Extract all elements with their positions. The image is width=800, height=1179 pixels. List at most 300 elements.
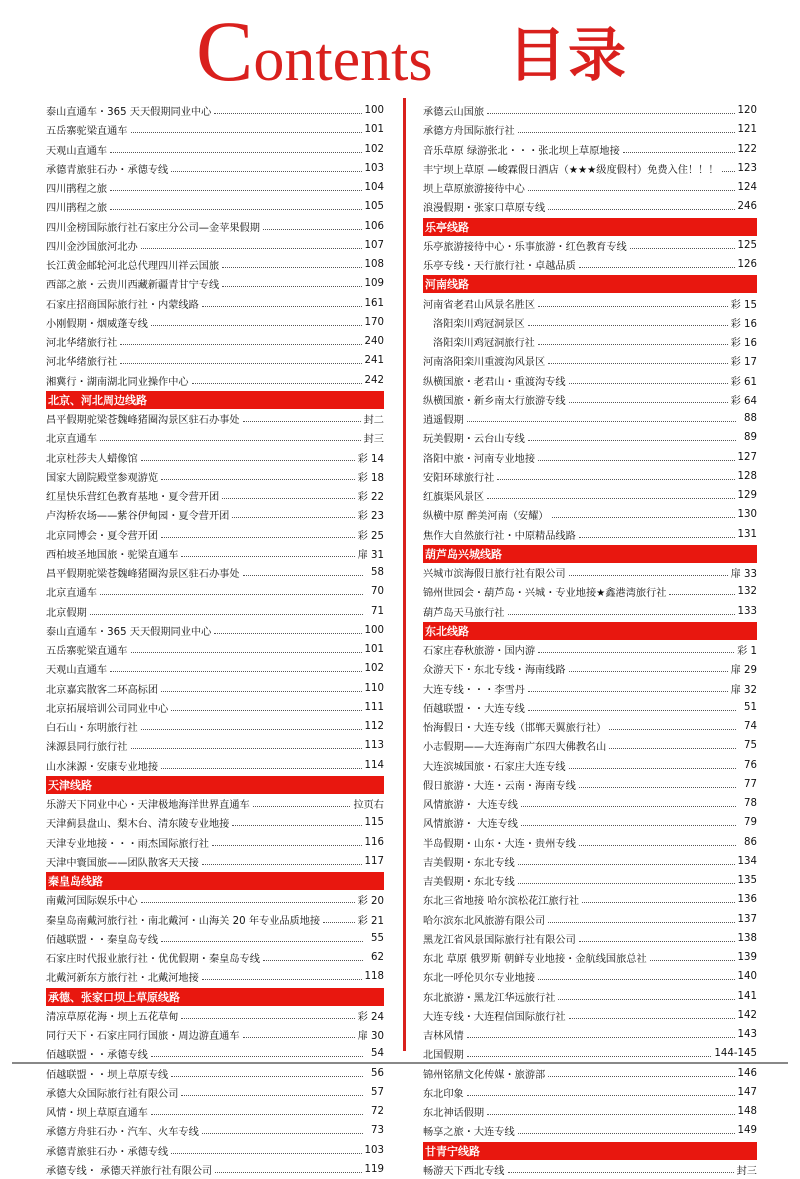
toc-entry-title: 乐亭旅游接待中心・乐事旅游・红色教育专线 bbox=[423, 241, 627, 253]
toc-entry-page: 113 bbox=[364, 740, 384, 752]
toc-entry[interactable] bbox=[423, 178, 757, 197]
toc-entry-title: 天津专业地接・・・雨杰国际旅行社 bbox=[46, 838, 209, 850]
toc-entry[interactable] bbox=[423, 813, 757, 832]
dot-leader bbox=[579, 845, 736, 846]
section-header: 秦皇岛线路 bbox=[46, 872, 384, 890]
toc-entry-page: 128 bbox=[737, 470, 757, 482]
toc-entry[interactable] bbox=[423, 910, 757, 929]
toc-entry[interactable] bbox=[46, 967, 384, 986]
toc-entry[interactable] bbox=[46, 332, 384, 351]
dot-leader bbox=[538, 979, 734, 980]
dot-leader bbox=[497, 479, 734, 480]
dot-leader bbox=[131, 652, 362, 653]
toc-entry-title: 西部之旅・云贵川西藏新疆青甘宁专线 bbox=[46, 280, 220, 292]
toc-entry[interactable] bbox=[423, 794, 757, 813]
toc-entry-page: 170 bbox=[364, 316, 384, 328]
toc-entry-title: 四川金沙国旅河北办 bbox=[46, 241, 138, 253]
toc-entry-title: 天观山直通车 bbox=[46, 665, 108, 677]
toc-entry-page: 彩 22 bbox=[357, 492, 384, 504]
toc-entry[interactable] bbox=[423, 967, 757, 986]
dot-leader bbox=[90, 614, 363, 615]
dot-leader bbox=[243, 575, 363, 576]
toc-entry[interactable] bbox=[46, 505, 384, 524]
toc-entry-page: 62 bbox=[371, 952, 384, 964]
dot-leader bbox=[263, 960, 363, 961]
toc-entry-title: 风情・坝上草原直通车 bbox=[46, 1108, 148, 1120]
toc-entry[interactable] bbox=[46, 255, 384, 274]
toc-entry-page: 扉 31 bbox=[357, 549, 384, 561]
toc-entry-page: 142 bbox=[737, 1009, 757, 1021]
toc-entry-page: 扉 32 bbox=[730, 684, 757, 696]
toc-entry-title: 佰越联盟・・秦皇岛专线 bbox=[46, 934, 159, 946]
toc-entry-page: 109 bbox=[364, 278, 384, 290]
toc-entry[interactable] bbox=[46, 197, 384, 216]
toc-entry[interactable] bbox=[46, 486, 384, 505]
toc-entry[interactable] bbox=[423, 371, 757, 390]
toc-entry-page: 140 bbox=[737, 971, 757, 983]
dot-leader bbox=[100, 440, 361, 441]
toc-entry[interactable] bbox=[46, 929, 384, 948]
toc-entry-page: 彩 21 bbox=[357, 915, 384, 927]
toc-entry[interactable] bbox=[423, 120, 757, 139]
toc-entry[interactable] bbox=[46, 274, 384, 293]
dot-leader bbox=[521, 825, 736, 826]
toc-entry-title: 浪漫假期・张家口草原专线 bbox=[423, 203, 546, 215]
toc-entry-page: 扉 33 bbox=[730, 569, 757, 581]
dot-leader bbox=[630, 248, 735, 249]
dot-leader bbox=[202, 306, 362, 307]
toc-entry[interactable] bbox=[46, 159, 384, 178]
toc-entry-title: 吉美假期・东北专线 bbox=[423, 877, 515, 889]
toc-entry[interactable] bbox=[423, 1006, 757, 1025]
toc-entry[interactable] bbox=[46, 1064, 384, 1083]
toc-entry-title: 承德专线・ 承德天祥旅行社有限公司 bbox=[46, 1165, 213, 1177]
toc-entry-title: 四川金榜国际旅行社石家庄分公司—金苹果假期 bbox=[46, 222, 260, 234]
toc-entry-title: 五岳寨驼梁直通车 bbox=[46, 126, 128, 138]
dot-leader bbox=[569, 575, 728, 576]
toc-entry-page: 136 bbox=[737, 894, 757, 906]
toc-entry[interactable] bbox=[423, 563, 757, 582]
dot-leader bbox=[518, 132, 735, 133]
dot-leader bbox=[579, 787, 736, 788]
dot-leader bbox=[487, 498, 734, 499]
toc-entry[interactable] bbox=[423, 871, 757, 890]
toc-entry-title: 昌平假期驼梁苍魏峰猪圈沟景区驻石办事处 bbox=[46, 415, 240, 427]
toc-entry-page: 122 bbox=[737, 143, 757, 155]
dot-leader bbox=[110, 190, 361, 191]
toc-entry[interactable] bbox=[423, 640, 757, 659]
toc-entry[interactable] bbox=[46, 833, 384, 852]
toc-entry[interactable] bbox=[423, 717, 757, 736]
toc-entry-title: 北京直通车 bbox=[46, 434, 97, 446]
toc-entry[interactable] bbox=[423, 351, 757, 370]
toc-entry-title: 吉美假期・东北专线 bbox=[423, 857, 515, 869]
toc-entry-page: 107 bbox=[364, 239, 384, 251]
toc-entry-page: 246 bbox=[737, 201, 757, 213]
toc-entry-title: 北京假期 bbox=[46, 607, 87, 619]
toc-entry[interactable] bbox=[423, 987, 757, 1006]
toc-entry-page: 70 bbox=[371, 586, 384, 598]
toc-entry[interactable] bbox=[46, 698, 384, 717]
toc-entry[interactable] bbox=[423, 409, 757, 428]
toc-entry-page: 75 bbox=[744, 740, 757, 752]
dot-leader bbox=[579, 537, 735, 538]
toc-entry[interactable] bbox=[423, 1064, 757, 1083]
dot-leader bbox=[569, 402, 728, 403]
toc-entry-title: 泰山直通车・365 天天假期同业中心 bbox=[46, 626, 212, 638]
toc-entry-title: 东北三省地接 哈尔滨松花江旅行社 bbox=[423, 896, 580, 908]
toc-entry[interactable] bbox=[46, 910, 384, 929]
dot-leader bbox=[161, 941, 363, 942]
toc-entry-page: 131 bbox=[737, 528, 757, 540]
toc-entry-page: 112 bbox=[364, 721, 384, 733]
dot-leader bbox=[131, 132, 362, 133]
toc-entry[interactable] bbox=[423, 255, 757, 274]
bottom-rule bbox=[12, 1062, 788, 1064]
toc-entry[interactable] bbox=[423, 236, 757, 255]
toc-entry-title: 黑龙江省风景国际旅行社有限公司 bbox=[423, 934, 576, 946]
dot-leader bbox=[548, 363, 727, 364]
toc-entry[interactable] bbox=[46, 1025, 384, 1044]
toc-entry-page: 封三 bbox=[736, 1165, 757, 1177]
toc-entry-page: 彩 25 bbox=[357, 530, 384, 542]
dot-leader bbox=[528, 325, 728, 326]
toc-entry[interactable] bbox=[423, 332, 757, 351]
dot-leader bbox=[161, 691, 361, 692]
toc-entry[interactable] bbox=[423, 486, 757, 505]
toc-entry[interactable] bbox=[423, 525, 757, 544]
toc-entry[interactable] bbox=[46, 794, 384, 813]
toc-entry[interactable] bbox=[423, 448, 757, 467]
toc-entry-page: 108 bbox=[364, 259, 384, 271]
toc-entry[interactable] bbox=[46, 1102, 384, 1121]
toc-entry[interactable] bbox=[423, 1121, 757, 1140]
toc-entry[interactable] bbox=[423, 679, 757, 698]
toc-right-column bbox=[423, 101, 757, 1179]
toc-entry[interactable] bbox=[46, 371, 384, 390]
toc-entry[interactable] bbox=[46, 1044, 384, 1063]
toc-entry[interactable] bbox=[46, 409, 384, 428]
dot-leader bbox=[151, 325, 362, 326]
toc-entry[interactable] bbox=[423, 159, 757, 178]
toc-entry-page: 101 bbox=[364, 124, 384, 136]
dot-leader bbox=[569, 671, 728, 672]
toc-entry[interactable] bbox=[423, 890, 757, 909]
toc-entry-title: 东北旅游・黑龙江华远旅行社 bbox=[423, 992, 556, 1004]
toc-entry-page: 129 bbox=[737, 490, 757, 502]
toc-entry[interactable] bbox=[423, 1160, 757, 1179]
dot-leader bbox=[323, 922, 354, 923]
dot-leader bbox=[171, 1153, 361, 1154]
dot-leader bbox=[171, 171, 361, 172]
toc-entry-page: 彩 16 bbox=[730, 338, 757, 350]
toc-entry[interactable] bbox=[423, 1044, 757, 1063]
toc-entry[interactable] bbox=[423, 197, 757, 216]
dot-leader bbox=[110, 152, 361, 153]
section-header: 天津线路 bbox=[46, 776, 384, 794]
toc-entry[interactable] bbox=[46, 1006, 384, 1025]
toc-entry-title: 东北一呼伦贝尔专业地接 bbox=[423, 973, 536, 985]
toc-entry-title: 国家大剧院殿堂参观游览 bbox=[46, 472, 159, 484]
toc-entry-page: 147 bbox=[737, 1086, 757, 1098]
toc-entry-title: 焦作大自然旅行社・中原精品线路 bbox=[423, 530, 576, 542]
dot-leader bbox=[110, 671, 361, 672]
toc-entry-page: 57 bbox=[371, 1086, 384, 1098]
toc-entry-title: 南戴河国际娱乐中心 bbox=[46, 896, 138, 908]
dot-leader bbox=[232, 517, 354, 518]
toc-entry[interactable] bbox=[46, 1121, 384, 1140]
toc-entry-page: 封三 bbox=[363, 434, 384, 446]
toc-left-column bbox=[46, 101, 384, 1179]
toc-entry-title: 卢沟桥农场——紫谷伊甸园・夏令营开团 bbox=[46, 511, 230, 523]
toc-entry-title: 畅游天下西北专线 bbox=[423, 1165, 505, 1177]
toc-entry-page: 111 bbox=[364, 701, 384, 713]
toc-entry-title: 四川鹃程之旅 bbox=[46, 203, 108, 215]
toc-entry-page: 114 bbox=[364, 759, 384, 771]
toc-entry[interactable] bbox=[423, 948, 757, 967]
toc-entry-title: 山水涞源・安康专业地接 bbox=[46, 761, 159, 773]
toc-entry-title: 白石山・东明旅行社 bbox=[46, 723, 138, 735]
toc-entry-title: 怡海假日・大连专线（邯郸天翼旅行社） bbox=[423, 723, 607, 735]
toc-entry[interactable] bbox=[423, 833, 757, 852]
toc-entry[interactable] bbox=[423, 505, 757, 524]
toc-entry-page: 139 bbox=[737, 952, 757, 964]
dot-leader bbox=[538, 652, 734, 653]
toc-entry-title: 丰宁坝上草原 —峻霖假日酒店（★★★级度假村）免费入住！！！ bbox=[423, 164, 719, 176]
toc-entry[interactable] bbox=[46, 602, 384, 621]
toc-entry[interactable] bbox=[423, 659, 757, 678]
toc-entry-title: 东北印象 bbox=[423, 1088, 464, 1100]
toc-entry[interactable] bbox=[46, 582, 384, 601]
toc-entry-title: 西柏坡圣地国旅・驼梁直通车 bbox=[46, 549, 179, 561]
toc-entry-page: 148 bbox=[737, 1106, 757, 1118]
toc-entry-title: 半岛假期・山东・大连・贵州专线 bbox=[423, 838, 576, 850]
toc-entry-title: 纵横中原 醉美河南（安耀） bbox=[423, 511, 549, 523]
toc-entry[interactable] bbox=[46, 679, 384, 698]
toc-entry[interactable] bbox=[423, 736, 757, 755]
dot-leader bbox=[528, 691, 728, 692]
toc-entry-title: 承德青旅驻石办・承德专线 bbox=[46, 1146, 169, 1158]
dot-leader bbox=[214, 633, 361, 634]
toc-entry[interactable] bbox=[423, 602, 757, 621]
toc-entry-title: 众游天下・东北专线・海南线路 bbox=[423, 665, 566, 677]
toc-entry-page: 242 bbox=[364, 374, 384, 386]
toc-entry[interactable] bbox=[423, 428, 757, 447]
toc-entry[interactable] bbox=[46, 178, 384, 197]
toc-entry-title: 泰山直通车・365 天天假期同业中心 bbox=[46, 107, 212, 119]
toc-entry[interactable] bbox=[423, 1083, 757, 1102]
dot-leader bbox=[579, 941, 735, 942]
dot-leader bbox=[609, 748, 736, 749]
dot-leader bbox=[467, 1056, 712, 1057]
toc-entry-title: 乐亭专线・天行旅行社・卓越品质 bbox=[423, 261, 576, 273]
dot-leader bbox=[518, 883, 735, 884]
dot-leader bbox=[120, 363, 361, 364]
toc-entry-title: 锦州铭鼎文化传媒・旅游部 bbox=[423, 1069, 546, 1081]
dot-leader bbox=[141, 460, 355, 461]
toc-entry-page: 78 bbox=[744, 798, 757, 810]
toc-entry-page: 彩 24 bbox=[357, 1011, 384, 1023]
dot-leader bbox=[243, 1037, 355, 1038]
toc-entry-title: 承德方舟驻石办・汽车、火车专线 bbox=[46, 1127, 199, 1139]
toc-entry[interactable] bbox=[46, 621, 384, 640]
toc-entry-title: 北京同博会・夏令营开团 bbox=[46, 530, 159, 542]
toc-entry[interactable] bbox=[423, 852, 757, 871]
toc-entry-title: 河南省老君山风景名胜区 bbox=[423, 299, 536, 311]
toc-entry-title: 四川鹃程之旅 bbox=[46, 184, 108, 196]
toc-entry[interactable] bbox=[46, 563, 384, 582]
toc-entry[interactable] bbox=[46, 101, 384, 120]
toc-entry-title: 承德大众国际旅行社有限公司 bbox=[46, 1088, 179, 1100]
toc-entry[interactable] bbox=[423, 1102, 757, 1121]
toc-entry-title: 大连滨城国旅・石家庄大连专线 bbox=[423, 761, 566, 773]
toc-entry[interactable] bbox=[423, 698, 757, 717]
toc-entry[interactable] bbox=[46, 544, 384, 563]
toc-entry[interactable] bbox=[423, 775, 757, 794]
toc-entry[interactable] bbox=[46, 1083, 384, 1102]
toc-entry-page: 79 bbox=[744, 817, 757, 829]
toc-entry-page: 135 bbox=[737, 875, 757, 887]
dot-leader bbox=[181, 1095, 363, 1096]
toc-entry[interactable] bbox=[423, 929, 757, 948]
toc-entry-title: 红旗渠风景区 bbox=[423, 492, 485, 504]
toc-entry-page: 88 bbox=[744, 413, 757, 425]
toc-entry-title: 天津蓟县盘山、梨木台、清东陵专业地接 bbox=[46, 819, 230, 831]
dot-leader bbox=[212, 845, 362, 846]
toc-entry-page: 149 bbox=[737, 1125, 757, 1137]
toc-entry-page: 73 bbox=[371, 1125, 384, 1137]
toc-entry[interactable] bbox=[423, 467, 757, 486]
toc-entry[interactable] bbox=[46, 140, 384, 159]
toc-entry[interactable] bbox=[46, 717, 384, 736]
toc-entry[interactable] bbox=[46, 120, 384, 139]
dot-leader bbox=[487, 113, 734, 114]
dot-leader bbox=[582, 902, 734, 903]
column-divider bbox=[403, 98, 406, 1051]
toc-entry-page: 120 bbox=[737, 105, 757, 117]
toc-entry-title: 哈尔滨东北风旅游有限公司 bbox=[423, 915, 546, 927]
toc-entry-title: 河南洛阳栾川重渡沟风景区 bbox=[423, 357, 546, 369]
section-header: 东北线路 bbox=[423, 622, 757, 640]
toc-entry-page: 77 bbox=[744, 778, 757, 790]
toc-entry[interactable] bbox=[423, 756, 757, 775]
toc-entry-page: 132 bbox=[737, 586, 757, 598]
dot-leader bbox=[181, 556, 354, 557]
toc-entry[interactable] bbox=[46, 236, 384, 255]
toc-entry[interactable] bbox=[423, 140, 757, 159]
dot-leader bbox=[722, 171, 735, 172]
toc-entry[interactable] bbox=[46, 640, 384, 659]
dot-leader bbox=[253, 806, 351, 807]
section-header: 甘青宁线路 bbox=[423, 1142, 757, 1160]
toc-entry-page: 125 bbox=[737, 239, 757, 251]
dot-leader bbox=[521, 806, 736, 807]
toc-entry-title: 同行天下・石家庄同行国旅・周边游直通车 bbox=[46, 1031, 240, 1043]
toc-entry[interactable] bbox=[46, 948, 384, 967]
toc-entry[interactable] bbox=[46, 736, 384, 755]
toc-entry[interactable] bbox=[46, 525, 384, 544]
toc-entry[interactable] bbox=[46, 467, 384, 486]
toc-entry-page: 161 bbox=[364, 297, 384, 309]
dot-leader bbox=[467, 421, 736, 422]
dot-leader bbox=[518, 1133, 735, 1134]
toc-entry-title: 小志假期——大连海南广东四大佛教名山 bbox=[423, 742, 607, 754]
toc-entry-title: 湘冀行・湖南湖北同业操作中心 bbox=[46, 376, 189, 388]
toc-entry[interactable] bbox=[46, 756, 384, 775]
dot-leader bbox=[552, 517, 735, 518]
toc-entry-page: 110 bbox=[364, 682, 384, 694]
toc-entry-title: 北国假期 bbox=[423, 1050, 464, 1062]
toc-entry-page: 封二 bbox=[363, 415, 384, 427]
toc-entry-title: 吉林风情 bbox=[423, 1031, 464, 1043]
toc-entry[interactable] bbox=[46, 448, 384, 467]
toc-entry-title: 葫芦岛天马旅行社 bbox=[423, 607, 505, 619]
dot-leader bbox=[100, 594, 363, 595]
toc-entry[interactable] bbox=[46, 428, 384, 447]
toc-entry[interactable] bbox=[46, 1141, 384, 1160]
dot-leader bbox=[650, 960, 735, 961]
toc-entry-title: 五岳寨驼梁直通车 bbox=[46, 646, 128, 658]
toc-entry[interactable] bbox=[46, 313, 384, 332]
toc-entry-title: 北京直通车 bbox=[46, 588, 97, 600]
toc-entry-title: 假日旅游・大连・云南・海南专线 bbox=[423, 780, 576, 792]
toc-entry[interactable] bbox=[46, 351, 384, 370]
toc-entry[interactable] bbox=[423, 582, 757, 601]
dot-leader bbox=[569, 1018, 735, 1019]
toc-entry-title: 东北神话假期 bbox=[423, 1108, 485, 1120]
toc-entry[interactable] bbox=[423, 313, 757, 332]
toc-entry[interactable] bbox=[46, 659, 384, 678]
toc-entry-title: 天观山直通车 bbox=[46, 145, 108, 157]
toc-entry-page: 74 bbox=[744, 721, 757, 733]
toc-entry-title: 兴城市滨海假日旅行社有限公司 bbox=[423, 569, 566, 581]
dot-leader bbox=[548, 1076, 734, 1077]
toc-entry-page: 彩 18 bbox=[357, 472, 384, 484]
toc-entry-page: 102 bbox=[364, 143, 384, 155]
toc-entry-title: 乐游天下同业中心・天津极地海洋世界直通车 bbox=[46, 800, 250, 812]
toc-entry[interactable] bbox=[423, 390, 757, 409]
toc-entry-title: 大连专线・大连程信国际旅行社 bbox=[423, 1011, 566, 1023]
toc-entry[interactable] bbox=[423, 294, 757, 313]
toc-entry[interactable] bbox=[46, 217, 384, 236]
toc-entry-page: 51 bbox=[744, 701, 757, 713]
toc-entry[interactable] bbox=[46, 813, 384, 832]
toc-entry-title: 纵横国旅・新乡南太行旅游专线 bbox=[423, 395, 566, 407]
toc-entry-title: 涞源县同行旅行社 bbox=[46, 742, 128, 754]
toc-entry[interactable] bbox=[46, 1160, 384, 1179]
toc-entry-page: 104 bbox=[364, 182, 384, 194]
toc-entry-title: 河北华绪旅行社 bbox=[46, 338, 118, 350]
toc-entry-title: 天津中寰国旅——团队散客天天接 bbox=[46, 857, 199, 869]
toc-entry[interactable] bbox=[46, 294, 384, 313]
toc-entry[interactable] bbox=[423, 101, 757, 120]
toc-entry-title: 红星快乐营红色教育基地・夏令营开团 bbox=[46, 492, 220, 504]
toc-entry-page: 扉 29 bbox=[730, 665, 757, 677]
toc-entry[interactable] bbox=[46, 890, 384, 909]
dot-leader bbox=[171, 710, 361, 711]
toc-entry[interactable] bbox=[46, 852, 384, 871]
toc-entry-page: 76 bbox=[744, 759, 757, 771]
dot-leader bbox=[202, 1133, 363, 1134]
toc-entry-page: 拉页右 bbox=[353, 800, 384, 812]
toc-entry-title: 纵横国旅・老君山・重渡沟专线 bbox=[423, 376, 566, 388]
toc-entry[interactable] bbox=[423, 1025, 757, 1044]
toc-entry-title: 佰越联盟・・大连专线 bbox=[423, 703, 525, 715]
toc-entry-page: 124 bbox=[737, 182, 757, 194]
title-chinese: 目录 bbox=[508, 21, 629, 89]
dot-leader bbox=[161, 537, 355, 538]
toc-entry-title: 承德方舟国际旅行社 bbox=[423, 126, 515, 138]
